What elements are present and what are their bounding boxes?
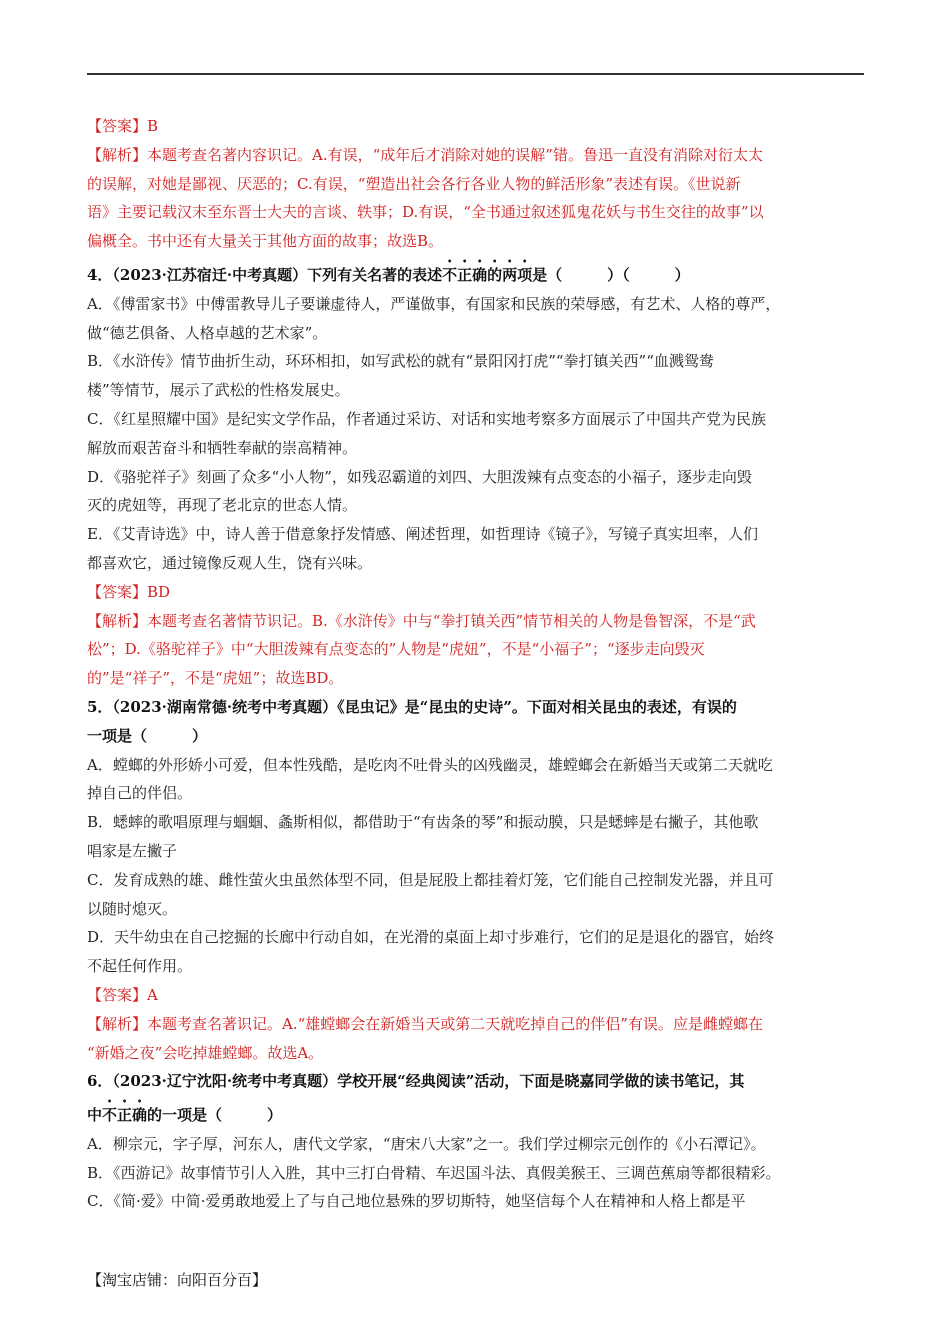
q6-stem: 6．（2023·辽宁沈阳·统考中考真题）学校开展“经典阅读”活动，下面是晓嘉同学做的读书笔记，其	[87, 1072, 745, 1091]
q5-analysis-line: “新婚之夜”会吃掉雄螳螂。故选A。	[87, 1043, 324, 1062]
q4-option-line: 灭的虎妞等，再现了老北京的世态人情。	[87, 496, 358, 515]
q4-option-line: A．《傅雷家书》中傅雷教导儿子要谦虚待人，严谨做事，有国家和民族的荣辱感，有艺术、人格的尊严，	[87, 294, 781, 313]
header-rule	[87, 73, 864, 75]
q6-stem: 中不正确的一项是（ ）	[87, 1106, 283, 1125]
q4-option-line: 解放而艰苦奋斗和牺牲奉献的崇高精神。	[87, 438, 358, 457]
q4-answer: 【答案】BD	[87, 582, 171, 601]
q5-option-line: 以随时熄灭。	[87, 899, 178, 918]
q5-option-line: B．蟋蟀的歌唱原理与蝈蝈、螽斯相似，都借助于“有齿条的琴”和振动膜，只是蟋蟀是右撇子，其他歌	[87, 813, 759, 832]
q4-option-line: B．《水浒传》情节曲折生动，环环相扣，如写武松的就有“景阳冈打虎”“拳打镇关西”“血溅鸳鸯	[87, 352, 714, 371]
q4-emphasis: 不正确的两项	[442, 265, 533, 284]
q4-option-line: 都喜欢它，通过镜像反观人生，饶有兴味。	[87, 553, 373, 572]
q5-stem: 一项是（ ）	[87, 726, 208, 745]
q5-option-line: 唱家是左撇子	[87, 841, 178, 860]
q6-option-line: C．《简·爱》中简·爱勇敢地爱上了与自己地位悬殊的罗切斯特，她坚信每个人在精神和人格上都是平	[87, 1192, 746, 1211]
q3-analysis-line: 【解析】本题考查名著内容识记。A.有误，“成年后才消除对她的误解”错。鲁迅一直没有消除对衍太太	[87, 145, 763, 164]
document-body	[87, 112, 864, 1216]
q5-option-line: 不起任何作用。	[87, 957, 193, 976]
q5-stem: 5．（2023·湖南常德·统考中考真题）《昆虫记》是“昆虫的史诗”。下面对相关昆虫的表述，有误的	[87, 697, 737, 716]
q4-analysis-line: 【解析】本题考查名著情节识记。B.《水浒传》中与“拳打镇关西”情节相关的人物是鲁智深，不是“武	[87, 611, 756, 630]
q4-stem: 4．（2023·江苏宿迁·中考真题）下列有关名著的表述不正确的两项是（ ）（ ）	[87, 265, 690, 284]
q4-analysis-line: 的”是“祥子”，不是“虎妞”；故选BD。	[87, 669, 344, 688]
q5-option-line: A．螳螂的外形娇小可爱，但本性残酷，是吃肉不吐骨头的凶残幽灵，雄螳螂会在新婚当天或第二天就吃	[87, 755, 773, 774]
q3-answer: 【答案】B	[87, 117, 159, 135]
q5-option-line: C．发育成熟的雄、雌性萤火虫虽然体型不同，但是屁股上都挂着灯笼，它们能自己控制发光器，并且可	[87, 870, 774, 889]
q4-option-line: E．《艾青诗选》中，诗人善于借意象抒发情感、阐述哲理，如哲理诗《镜子》，写镜子真实坦率，人们	[87, 525, 758, 544]
q4-option-line: 楼”等情节，展示了武松的性格发展史。	[87, 381, 350, 400]
q5-analysis-line: 【解析】本题考查名著识记。A.“雄螳螂会在新婚当天或第二天就吃掉自己的伴侣”有误。应是雌螳螂在	[87, 1014, 763, 1033]
q3-analysis-line: 偏概全。书中还有大量关于其他方面的故事；故选B。	[87, 232, 444, 251]
q3-analysis-line: 语》主要记载汉末至东晋士大夫的言谈、轶事；D.有误，“全书通过叙述狐鬼花妖与书生交往的故事”以	[87, 203, 764, 222]
q3-analysis-line: 的误解，对她是鄙视、厌恶的；C.有误，“塑造出社会各行各业人物的鲜活形象”表述有误。《世说新	[87, 174, 741, 193]
q5-answer: 【答案】A	[87, 985, 158, 1004]
q6-option-line: B．《西游记》故事情节引人入胜，其中三打白骨精、车迟国斗法、真假美猴王、三调芭蕉扇等都很精彩。	[87, 1163, 781, 1182]
q4-analysis-line: 松”；D.《骆驼祥子》中“大胆泼辣有点变态的”人物是“虎妞”，不是“小福子”；“逐步走向毁灭	[87, 640, 705, 659]
footer-shop-note: 【淘宝店铺：向阳百分百】	[87, 1271, 268, 1289]
q6-emphasis: 不正确	[102, 1106, 148, 1125]
q4-option-line: C．《红星照耀中国》是纪实文学作品，作者通过采访、对话和实地考察多方面展示了中国共产党为民族	[87, 409, 766, 428]
q5-option-line: 掉自己的伴侣。	[87, 784, 193, 803]
q4-option-line: D．《骆驼祥子》刻画了众多“小人物”，如残忍霸道的刘四、大胆泼辣有点变态的小福子，逐步走向毁	[87, 467, 752, 486]
q5-option-line: D．天牛幼虫在自己挖掘的长廊中行动自如，在光滑的桌面上却寸步难行，它们的足是退化的器官，始终	[87, 928, 775, 947]
q4-option-line: 做“德艺俱备、人格卓越的艺术家”。	[87, 323, 328, 342]
q6-option-line: A．柳宗元，字子厚，河东人，唐代文学家，“唐宋八大家”之一。我们学过柳宗元创作的《小石潭记》。	[87, 1134, 766, 1153]
